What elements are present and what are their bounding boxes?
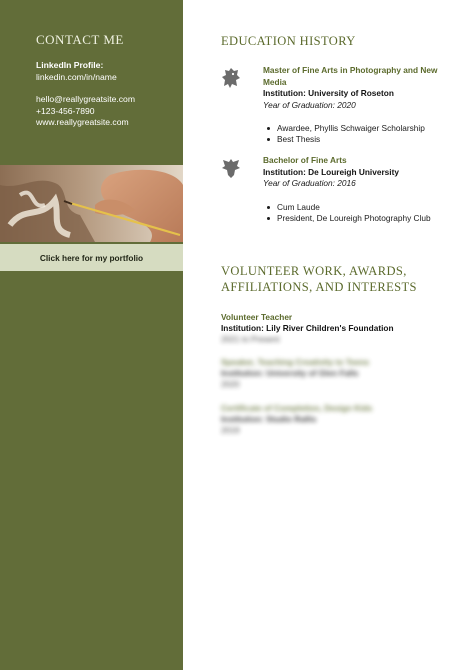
volunteer-role: Certificate of Completion, Design Kids <box>221 403 373 413</box>
painting-photo <box>0 165 183 242</box>
volunteer-year: 2020 <box>221 379 240 389</box>
volunteer-entry <box>221 357 461 390</box>
volunteer-entry <box>221 403 461 436</box>
volunteer-year: 2019 <box>221 425 240 435</box>
volunteer-institution: Institution: University of Glen Falls <box>221 368 359 378</box>
institution: Institution: University of Roseton <box>263 88 394 98</box>
linkedin-block <box>36 60 117 83</box>
website-link[interactable]: www.reallygreatsite.com <box>36 117 129 127</box>
linkedin-label: LinkedIn Profile: <box>36 60 104 70</box>
email-link[interactable]: hello@reallygreatsite.com <box>36 94 136 104</box>
volunteer-title-line2: AFFILIATIONS, AND INTERESTS <box>221 280 417 294</box>
volunteer-role: Volunteer Teacher <box>221 312 293 322</box>
graduation-year: Year of Graduation: 2020 <box>263 99 356 110</box>
lion-crest-icon <box>221 67 241 89</box>
volunteer-institution: Institution: Lily River Children's Foundation <box>221 323 394 333</box>
volunteer-title-line1: VOLUNTEER WORK, AWARDS, <box>221 264 407 278</box>
degree-title: Master of Fine Arts in Photography and New Media <box>263 65 438 87</box>
education-title: EDUCATION HISTORY <box>221 34 356 48</box>
volunteer-title <box>221 263 417 295</box>
institution: Institution: De Loureigh University <box>263 166 399 177</box>
portfolio-button[interactable]: Click here for my portfolio <box>0 244 183 271</box>
graduation-year: Year of Graduation: 2016 <box>263 178 356 188</box>
honors-list <box>263 123 463 146</box>
linkedin-link[interactable]: linkedin.com/in/name <box>36 71 117 82</box>
main-content <box>183 0 474 670</box>
education-entry <box>263 155 463 224</box>
phone-text: +123-456-7890 <box>36 105 95 116</box>
volunteer-entry <box>221 312 461 345</box>
education-entry <box>263 65 463 146</box>
list-item: Cum Laude <box>277 202 463 213</box>
honors-list <box>263 202 463 225</box>
list-item: Best Thesis <box>277 134 463 145</box>
list-item: Awardee, Phyllis Schwaiger Scholarship <box>277 123 463 134</box>
volunteer-institution: Institution: Studio Rallis <box>221 414 317 424</box>
contact-details <box>36 94 135 129</box>
contact-title: CONTACT ME <box>36 32 124 47</box>
volunteer-role: Speaker, Teaching Creativity to Teens <box>221 357 370 367</box>
sidebar <box>0 0 183 670</box>
list-item: President, De Loureigh Photography Club <box>277 213 463 224</box>
degree-title: Bachelor of Fine Arts <box>263 155 347 165</box>
eagle-crest-icon <box>221 157 241 179</box>
volunteer-year: 2021 to Present <box>221 334 280 344</box>
